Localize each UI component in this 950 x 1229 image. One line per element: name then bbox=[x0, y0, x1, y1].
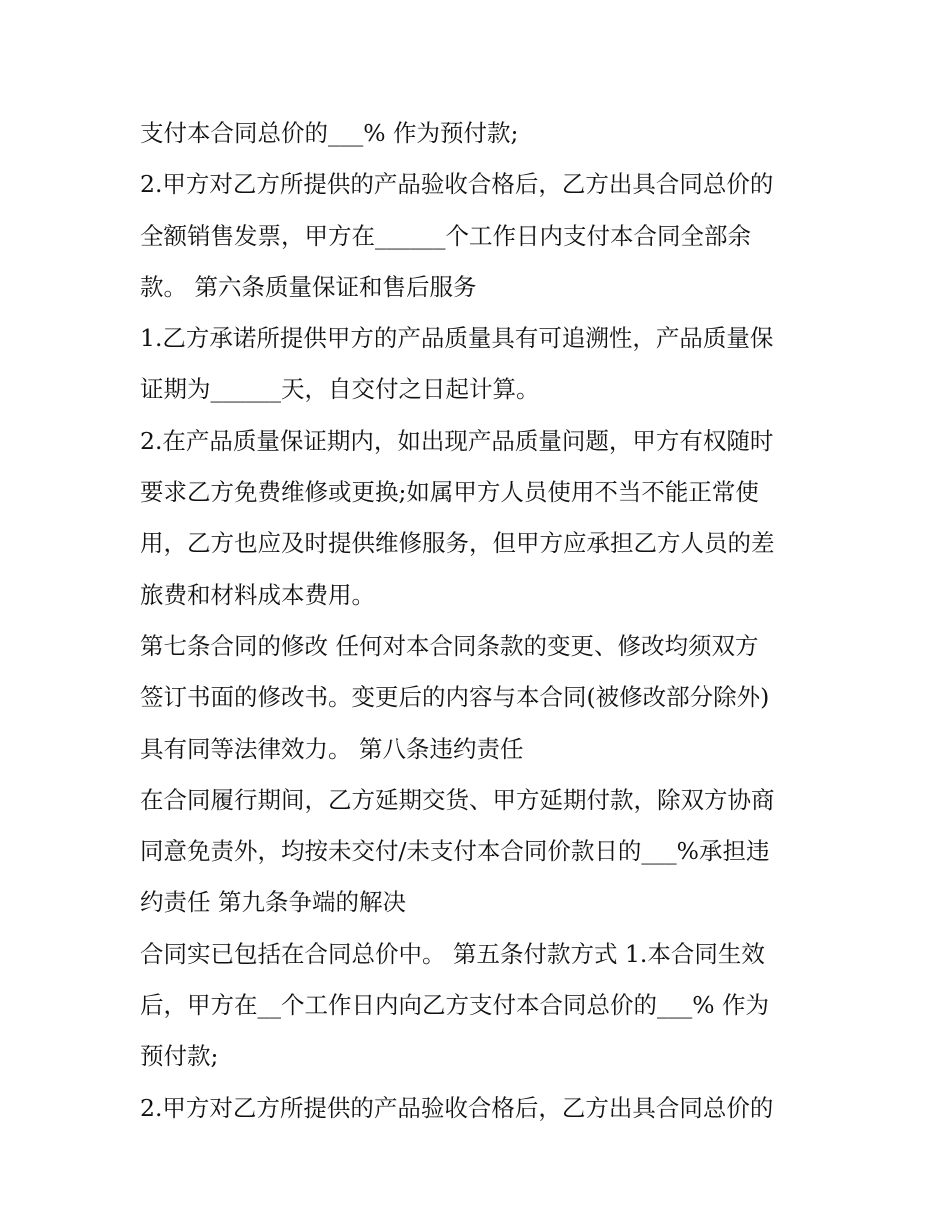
text-line: 2.甲方对乙方所提供的产品验收合格后，乙方出具合同总价的 bbox=[140, 170, 774, 199]
text-line: 预付款; bbox=[140, 1042, 219, 1071]
text-line: 款。 第六条质量保证和售后服务 bbox=[140, 272, 477, 301]
text-line: 支付本合同总价的___% 作为预付款; bbox=[140, 119, 519, 147]
text-line: 具有同等法律效力。 第八条违约责任 bbox=[140, 734, 524, 763]
text-line: 约责任 第九条争端的解决 bbox=[140, 888, 406, 917]
text-line: 要求乙方免费维修或更换;如属甲方人员使用不当不能正常使 bbox=[140, 478, 759, 507]
text-line: 1.乙方承诺所提供甲方的产品质量具有可追溯性，产品质量保 bbox=[140, 324, 774, 353]
text-line: 在合同履行期间，乙方延期交货、甲方延期付款，除双方协商 bbox=[140, 785, 775, 814]
text-line: 签订书面的修改书。变更后的内容与本合同(被修改部分除外) bbox=[140, 683, 770, 712]
document-body bbox=[140, 108, 820, 1134]
text-line: 合同实已包括在合同总价中。 第五条付款方式 1.本合同生效 bbox=[140, 939, 765, 968]
text-line: 第七条合同的修改 任何对本合同条款的变更、修改均须双方 bbox=[140, 631, 759, 660]
text-line: 用，乙方也应及时提供维修服务，但甲方应承担乙方人员的差 bbox=[140, 529, 775, 558]
text-line: 同意免责外，均按未交付/未支付本合同价款日的___%承担违 bbox=[140, 837, 770, 866]
text-line: 后，甲方在__个工作日内向乙方支付本合同总价的___% 作为 bbox=[140, 991, 770, 1020]
text-line: 2.在产品质量保证期内，如出现产品质量问题，甲方有权随时 bbox=[140, 426, 774, 455]
text-line: 全额销售发票，甲方在______个工作日内支付本合同全部余 bbox=[140, 221, 751, 250]
text-line: 证期为______天，自交付之日起计算。 bbox=[140, 375, 540, 404]
text-line: 2.甲方对乙方所提供的产品验收合格后，乙方出具合同总价的 bbox=[140, 1093, 774, 1122]
text-line: 旅费和材料成本费用。 bbox=[140, 580, 375, 609]
